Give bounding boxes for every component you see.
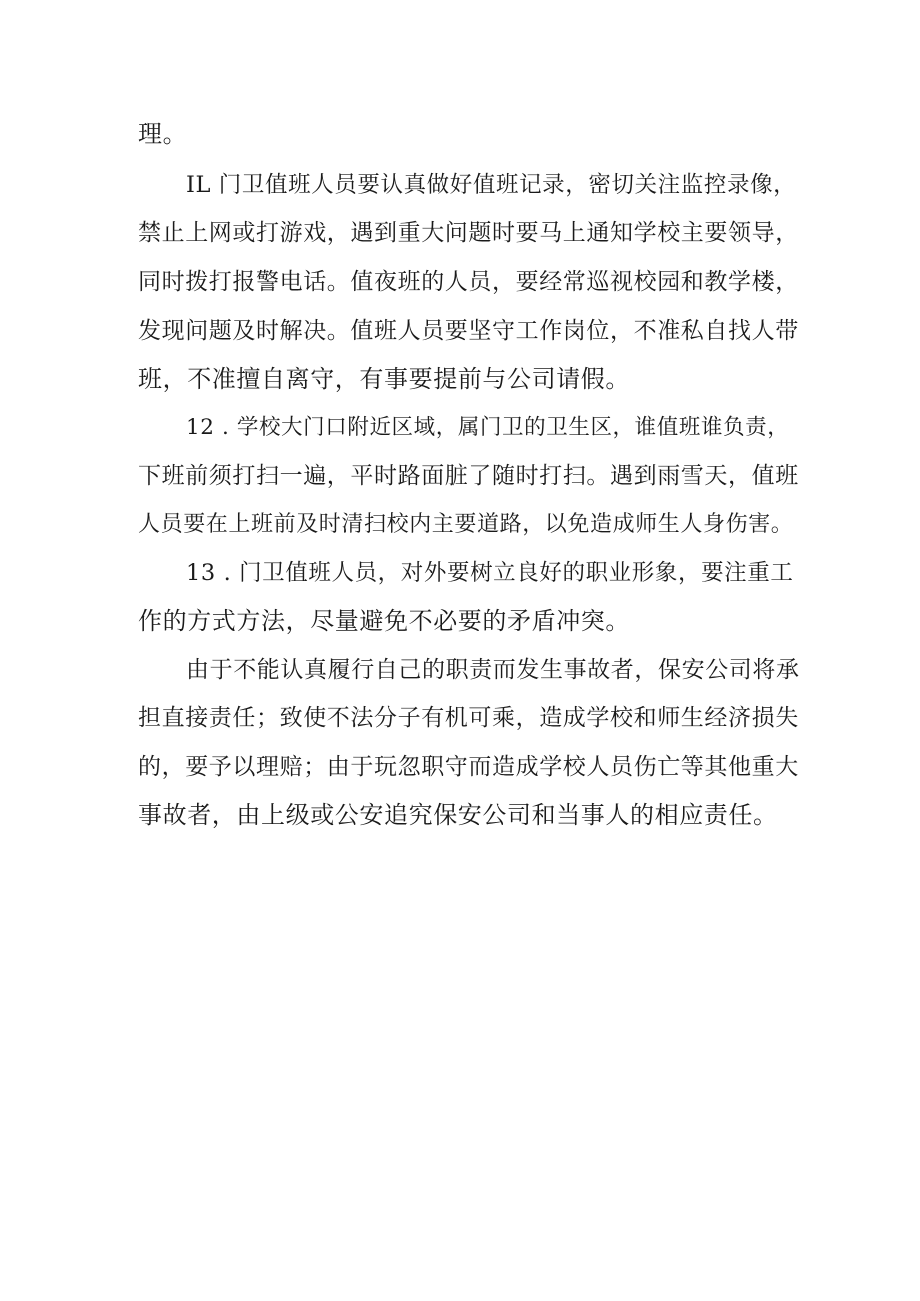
text-line: 发现问题及时解决。值班人员要坚守工作岗位，不准私自找人带 [138, 318, 799, 344]
text-line: 人员要在上班前及时清扫校内主要道路，以免造成师生人身伤害。 [138, 512, 794, 537]
text-line: 的，要予以理赔；由于玩忽职守而造成学校人员伤亡等其他重大 [138, 754, 799, 780]
text-line: 下班前须打扫一遍，平时路面脏了随时打扫。遇到雨雪天，值班 [138, 463, 799, 489]
text-line: 13 . 门卫值班人员，对外要树立良好的职业形象，要注重工 [186, 560, 794, 586]
text-line: 禁止上网或打游戏，遇到重大问题时要马上通知学校主要领导， [138, 220, 799, 246]
text-line: 事故者，由上级或公安追究保安公司和当事人的相应责任。 [138, 801, 778, 829]
text-line: 作的方式方法，尽量避免不必要的矛盾冲突。 [138, 607, 630, 635]
text-line: 理。 [138, 120, 188, 148]
text-line: 同时拨打报警电话。值夜班的人员，要经常巡视校园和教学楼， [138, 269, 799, 295]
text-line: 12 . 学校大门口附近区域，属门卫的卫生区，谁值班谁负责， [186, 415, 790, 440]
text-line: 由于不能认真履行自己的职责而发生事故者，保安公司将承 [186, 657, 800, 683]
text-line: 担直接责任；致使不法分子有机可乘，造成学校和师生经济损失 [138, 705, 799, 731]
text-line: IL 门卫值班人员要认真做好值班记录，密切关注监控录像， [186, 172, 797, 198]
text-line: 班，不准擅自离守，有事要提前与公司请假。 [138, 365, 630, 393]
